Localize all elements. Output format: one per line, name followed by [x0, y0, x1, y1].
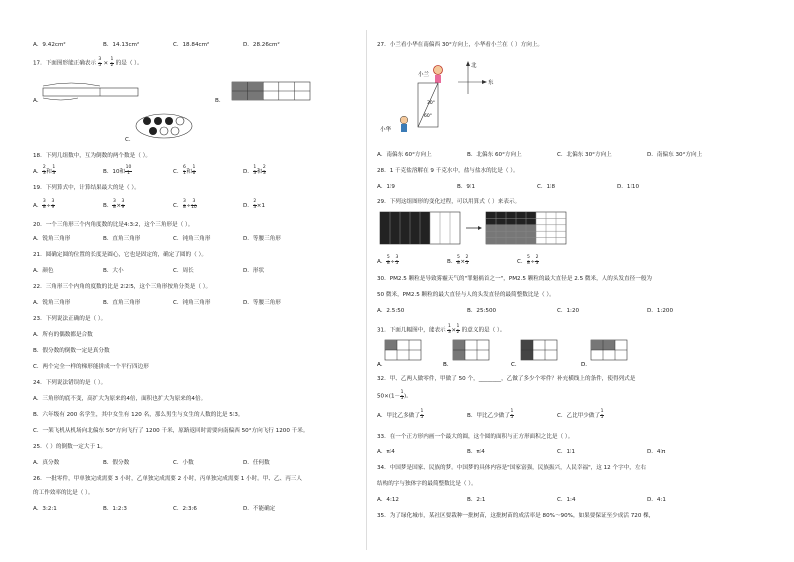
label-c: C．: [511, 362, 521, 368]
question-18: 18．下列几组数中，互为倒数的两个数是（ ）。: [33, 153, 151, 159]
label-d: D．: [581, 362, 591, 368]
option-a[interactable]: A． $\frac{5}{8}$ ÷ $\frac{3}{5}$: [377, 255, 399, 266]
option-a[interactable]: A．1∶9: [377, 184, 395, 190]
question-23: 23．下列说法正确的是（ ）。: [33, 316, 107, 322]
option-d[interactable]: D． $\frac{1}{3}$ 和 $\frac{2}{3}$: [243, 165, 266, 176]
q30-options: [377, 308, 737, 315]
fraction: $\frac{3}{5}$: [98, 57, 102, 68]
option-a[interactable]: A．π∶4: [377, 449, 395, 455]
option-c[interactable]: C．周长: [173, 268, 194, 274]
option-c[interactable]: C．两个完全一样的梯形能拼成一个平行四边形: [33, 364, 149, 370]
option-b[interactable]: B．10和 $\frac{10}{1}$: [103, 165, 132, 176]
option-c[interactable]: C． $\frac{5}{8}$ ÷ $\frac{2}{3}$: [517, 255, 539, 266]
option-d[interactable]: D． $\frac{2}{3}$ ×1: [243, 199, 266, 210]
option-d[interactable]: D．等腰三角形: [243, 300, 281, 306]
label-b[interactable]: B．: [215, 98, 225, 104]
option-c[interactable]: C． $\frac{3}{8}$ ÷ $\frac{3}{10}$: [173, 199, 197, 210]
circles-figure-c: [136, 113, 196, 139]
times-sign: ×: [103, 60, 109, 67]
question-30-line2: 50 微米，PM2.5 颗粒的最大直径与人的头发直径的最简整数比是（ ）。: [377, 292, 555, 298]
option-b[interactable]: B．直角三角形: [103, 236, 141, 242]
q19-options: [33, 200, 313, 210]
question-32-line2: 50×(1－ $\frac{1}{5}$ )。: [377, 390, 412, 401]
q32-options: [377, 410, 647, 420]
question-30-line1: 30．PM2.5 颗粒是导致雾霾天气的"罪魁祸首之一"，PM2.5 颗粒的最大直径是 2.5 微米，人的头发直径一般为: [377, 276, 653, 282]
option-c[interactable]: C．钝角三角形: [173, 300, 211, 306]
option-b[interactable]: B．直角三角形: [103, 300, 141, 306]
east-label: 东: [488, 80, 494, 86]
option-b[interactable]: B． $\frac{3}{8}$ × $\frac{3}{9}$: [103, 199, 125, 210]
q33-options: [377, 449, 737, 456]
option-d[interactable]: D．1∶10: [617, 184, 640, 190]
option-d[interactable]: D．任何数: [243, 460, 270, 466]
q22-options: [33, 300, 313, 307]
option-a[interactable]: A．锐角三角形: [33, 236, 71, 242]
q25-options: [33, 460, 313, 467]
question-34-line1: 34．中国梦是国家、民族的梦。中国梦的具体内容是"国家富强，民族振兴，人民幸福"，这 12 个字中，左右: [377, 465, 647, 471]
question-17: [33, 58, 143, 68]
column-divider: [366, 30, 367, 550]
option-d[interactable]: D．南偏东 30°方向上: [647, 152, 703, 158]
figure-a: [385, 340, 421, 360]
label-b: B．: [443, 362, 453, 368]
q18-options: [33, 166, 313, 176]
question-35: 35．为了绿化城市，某社区要栽种一批树苗，这批树苗的成活率是 80%～90%，如果要保证至少成活 720 棵，: [377, 513, 655, 519]
direction-figure: [380, 58, 500, 138]
option-c[interactable]: C．钝角三角形: [173, 236, 211, 242]
option-b[interactable]: B．甲比乙少做了 $\frac{1}{5}$: [467, 409, 514, 420]
option-c[interactable]: C．2:3:6: [173, 506, 197, 512]
question-28: 28．1 千克盐溶解在 9 千克水中，盐与盐水的比是（ ）。: [377, 168, 519, 174]
option-d[interactable]: D．4:1: [647, 497, 666, 503]
option-b[interactable]: B．大小: [103, 268, 124, 274]
q27-options: [377, 152, 737, 159]
option-c[interactable]: C．18.84cm²: [173, 42, 210, 48]
option-a[interactable]: A．9.42cm²: [33, 42, 66, 48]
option-b[interactable]: B．25:500: [467, 308, 497, 314]
option-b[interactable]: B．π∶4: [467, 449, 485, 455]
question-27: 27．小兰看小华在南偏西 30°方向上，小华看小兰在（ ）方向上。: [377, 42, 544, 48]
question-32-line1: 32．甲、乙两人做零件，甲做了 50 个，________，乙做了多少个零件？补充横线上的条件，使得列式是: [377, 376, 636, 382]
option-a[interactable]: A． $\frac{2}{3}$ 和 $\frac{1}{3}$: [33, 165, 56, 176]
bar-figure-a: [43, 80, 143, 102]
question-22: 22．三角形三个内角的度数的比是 2∶2∶5，这个三角形按角分类是（ ）。: [33, 284, 212, 290]
q31-figures: [377, 340, 647, 368]
angle-60: 60°: [424, 114, 432, 119]
option-c[interactable]: C．北偏东 30°方向上: [557, 152, 612, 158]
boy-body: [401, 124, 407, 132]
option-c[interactable]: C．1:20: [557, 308, 580, 314]
q26-options: [33, 506, 313, 513]
option-b[interactable]: B． $\frac{5}{8}$ × $\frac{2}{5}$: [447, 255, 469, 266]
option-c[interactable]: C．小数: [173, 460, 194, 466]
question-26-line2: 的工作效率的比是（ ）。: [33, 490, 94, 496]
grid-figure-b: [232, 82, 312, 102]
option-b[interactable]: B．14.13cm²: [103, 42, 140, 48]
q16-options: [33, 42, 313, 49]
option-b[interactable]: B．假分数: [103, 460, 130, 466]
option-b[interactable]: B．9∶1: [457, 184, 476, 190]
option-a[interactable]: A．锐角三角形: [33, 300, 71, 306]
girl-body: [435, 75, 441, 83]
boy-icon: [400, 116, 408, 124]
angle-30: 30°: [427, 101, 435, 106]
question-31: 31．下面几幅图中，能表示 $\frac{1}{3}$ × $\frac{1}{2}$ 的意义的是（ ）。: [377, 324, 506, 335]
q28-options: [377, 184, 697, 191]
option-a[interactable]: A．4:12: [377, 497, 399, 503]
fraction: $\frac{1}{2}$: [110, 57, 114, 68]
question-19: 19．下列算式中，计算结果最大的是（ ）。: [33, 185, 140, 191]
option-d[interactable]: D．4∶π: [647, 449, 666, 455]
option-b[interactable]: B．北偏东 60°方向上: [467, 152, 522, 158]
option-a[interactable]: A．甲比乙多做了 $\frac{1}{5}$: [377, 409, 424, 420]
figure-b: [453, 340, 489, 360]
option-c[interactable]: C． $\frac{6}{1}$ 和 $\frac{1}{6}$: [173, 165, 196, 176]
question-tail: 的是（ ）。: [115, 60, 143, 67]
option-a[interactable]: A．三角形的底不变，高扩大为原来的4倍，面积也扩大为原来的4倍。: [33, 396, 207, 402]
xiaolan-label: 小兰: [418, 72, 430, 78]
option-b[interactable]: B．假分数的倒数一定是真分数: [33, 348, 110, 354]
question-24: 24．下列说法错误的是（ ）。: [33, 380, 107, 386]
q29-options: [377, 256, 587, 266]
option-b[interactable]: B．2:1: [467, 497, 486, 503]
girl-icon: [434, 66, 443, 75]
question-20: 20．一个三角形三个内角度数的比是4:3:2，这个三角形是（ ）。: [33, 222, 194, 228]
q20-options: [33, 236, 313, 243]
north-label: 北: [471, 63, 477, 69]
q21-options: [33, 268, 313, 275]
option-d[interactable]: D．等腰三角形: [243, 236, 281, 242]
xiaohua-label: 小华: [380, 127, 392, 133]
grid-transform-figure: [380, 212, 580, 246]
question-text: 17．下面图形能正确表示: [33, 60, 97, 67]
question-34-line2: 结构的字与独体字的最简整数比是（ ）。: [377, 481, 477, 487]
option-c[interactable]: C．1∶1: [557, 449, 576, 455]
option-a[interactable]: A．真分数: [33, 460, 60, 466]
option-c[interactable]: C．乙比甲少做了 $\frac{1}{5}$: [557, 409, 604, 420]
question-26-line1: 26．一批零件，甲单独完成需要 3 小时，乙单独完成需要 2 小时，丙单独完成需要 1 小时。甲、乙、丙三人: [33, 476, 302, 482]
option-d[interactable]: D．不能确定: [243, 506, 276, 512]
answer-blank[interactable]: ________: [478, 376, 502, 382]
option-c[interactable]: C．1∶8: [537, 184, 556, 190]
figure-c: [521, 340, 557, 360]
figure-d: [591, 340, 627, 360]
option-c[interactable]: C．一架飞机从机场向北偏东 50°方向飞行了 1200 千米，原路返回时需要向南偏西 50°方向飞行 1200 千米。: [33, 428, 309, 434]
question-29: 29．下列这组图形的变化过程，可以用算式（ ）来表示。: [377, 199, 521, 205]
option-d[interactable]: D．形状: [243, 268, 265, 274]
option-a[interactable]: A．所有的偶数都是合数: [33, 332, 93, 338]
option-b[interactable]: B．六年级有 200 名学生，其中女生有 120 名，那么男生与女生的人数的比是 5∶3。: [33, 412, 244, 418]
option-a[interactable]: A．2.5:50: [377, 308, 405, 314]
q34-options: [377, 497, 737, 504]
question-33: 33．在一个正方形内画一个最大的圆，这个圆的面积与正方形面积之比是（ ）。: [377, 434, 574, 440]
option-a[interactable]: A．颜色: [33, 268, 54, 274]
question-25: 25．（ ）的倒数一定大于 1。: [33, 444, 106, 450]
label-c[interactable]: C．: [125, 137, 135, 143]
option-a[interactable]: A．南偏东 60°方向上: [377, 152, 432, 158]
option-d[interactable]: D．1:200: [647, 308, 674, 314]
question-21: 21．圆确定圆的位置的长度是圆心，它也是固定的，确定了圆的（ ）。: [33, 252, 207, 258]
option-d[interactable]: D．28.26cm²: [243, 42, 280, 48]
option-b[interactable]: B．1:2:3: [103, 506, 127, 512]
option-a[interactable]: A．3:2:1: [33, 506, 57, 512]
option-a[interactable]: A． $\frac{3}{8}$ ÷ $\frac{3}{9}$: [33, 199, 55, 210]
label-a: A．: [377, 362, 387, 368]
option-c[interactable]: C．1:4: [557, 497, 576, 503]
label-a[interactable]: A．: [33, 98, 43, 104]
